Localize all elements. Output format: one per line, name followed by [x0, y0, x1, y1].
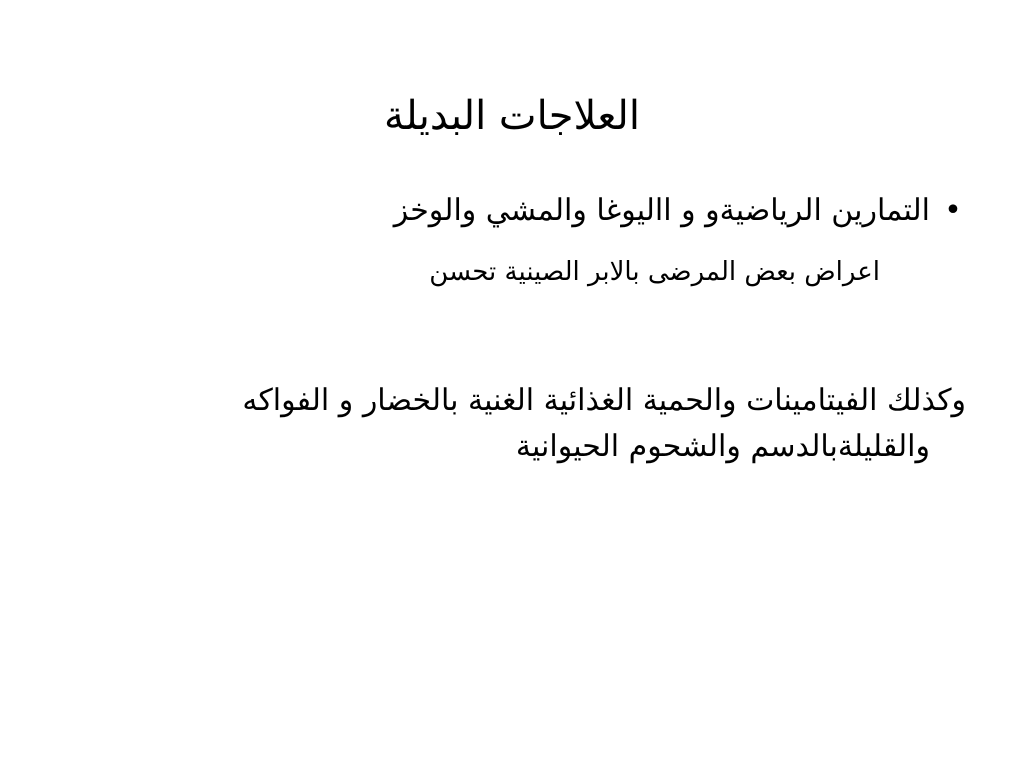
bullet-text: التمارين الرياضيةو و االيوغا والمشي والوخز	[393, 193, 930, 228]
paragraph-line-2: والقليلةبالدسم والشحوم الحيوانية	[515, 429, 930, 464]
paragraph	[116, 378, 966, 470]
bullet-item	[206, 188, 966, 234]
bullet-subline: اعراض بعض المرضى بالابر الصينية تحسن	[429, 257, 880, 287]
bullet-marker: •	[944, 193, 962, 228]
slide-title: العلاجات البديلة	[384, 93, 640, 139]
paragraph-line-1: وكذلك الفيتامينات والحمية الغذائية الغنية بالخضار و الفواكه	[242, 383, 966, 418]
